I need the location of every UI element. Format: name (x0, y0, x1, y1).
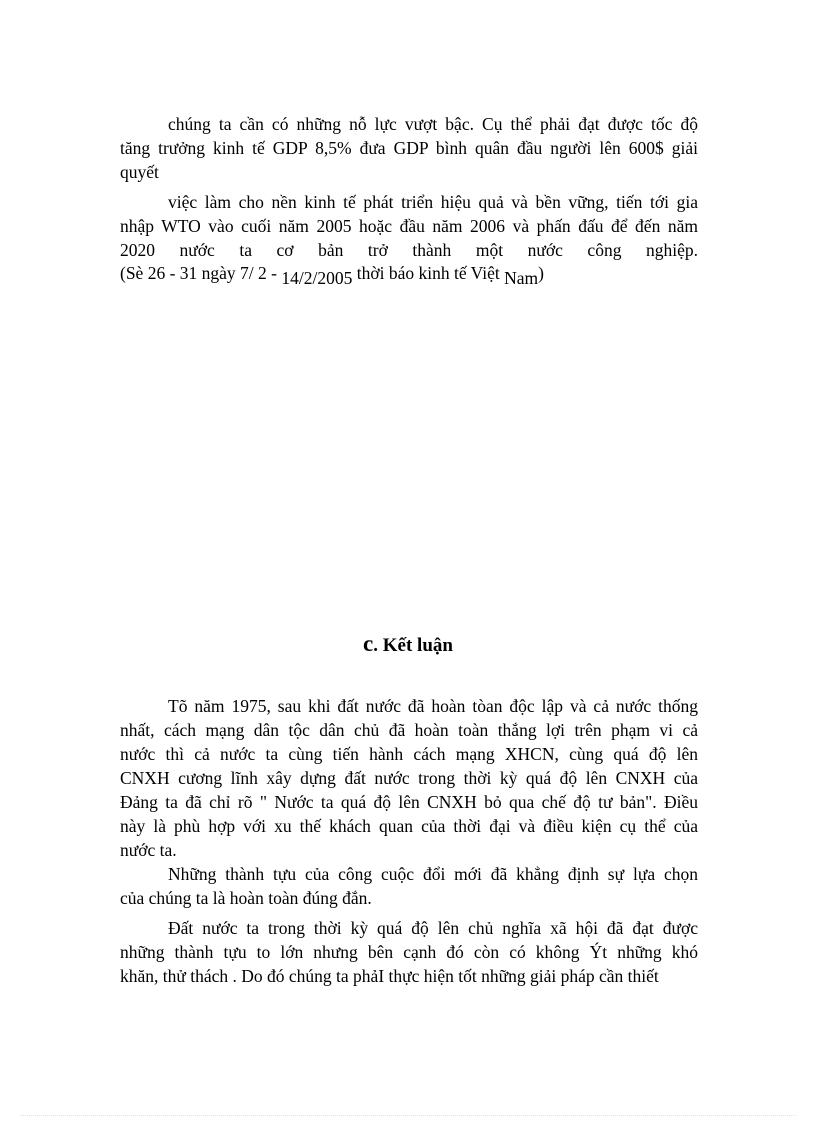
paragraph-line: nhất, cách mạng dân tộc dân chủ đã hoàn toàn thắng lợi trên phạm vi cả (120, 720, 698, 740)
citation-line (120, 261, 698, 288)
paragraph-line: nước thì cả nước ta cùng tiến hành cách mạng XHCN, cùng quá độ lên (120, 744, 698, 764)
paragraph-line: của chúng ta là hoàn toàn đúng đắn. (120, 888, 372, 908)
paragraph-line: quyết (120, 162, 159, 182)
citation-text: (Sè 26 - 31 ngày 7/ 2 - (120, 263, 282, 283)
paragraph-line: Tõ năm 1975, sau khi đất nước đã hoàn tòan độc lập và cả nước thống (168, 696, 698, 716)
paragraph-line: khăn, thử thách . Do đó chúng ta phảI thực hiện tốt những giải pháp cần thiết (120, 966, 659, 986)
paragraph-line: nước ta. (120, 840, 177, 860)
paragraph-line: Đất nước ta trong thời kỳ quá độ lên chủ nghĩa xã hội đã đạt được (168, 918, 698, 938)
paragraph-line: việc làm cho nền kinh tế phát triển hiệu quả và bền vững, tiến tới gia (168, 192, 698, 212)
paragraph-line: Những thành tựu của công cuộc đổi mới đã khẳng định sự lựa chọn (168, 864, 698, 884)
paragraph-line: Đảng ta đã chỉ rõ " Nước ta quá độ lên CNXH bỏ qua chế độ tư bản". Điều (120, 792, 698, 812)
paragraph-line: chúng ta cần có những nỗ lực vượt bậc. Cụ thể phải đạt được tốc độ (168, 114, 698, 134)
citation-text: thời báo kinh tế Việt (352, 263, 505, 283)
paragraph-line: tăng trưởng kinh tế GDP 8,5% đưa GDP bình quân đầu người lên 600$ giải (120, 138, 698, 158)
page-bottom-divider (20, 1115, 796, 1116)
heading-text: . Kết luận (373, 635, 453, 656)
paragraph-line: CNXH cương lĩnh xây dựng đất nước trong thời kỳ quá độ lên CNXH của (120, 768, 698, 788)
paragraph-line: 2020 nước ta cơ bản trở thành một nước công nghiệp. (120, 240, 698, 260)
section-heading (0, 630, 816, 660)
citation-text: ) (538, 263, 544, 283)
paragraph-line: nhập WTO vào cuối năm 2005 hoặc đầu năm 2006 và phấn đấu để đến năm (120, 216, 698, 236)
heading-letter: c (363, 631, 374, 656)
paragraph-line: những thành tựu to lớn nhưng bên cạnh đó còn có không Ýt những khó (120, 942, 698, 962)
citation-date: 14/2/2005 (281, 268, 353, 288)
paragraph-line: này là phù hợp với xu thế khách quan của thời đại và điều kiện cụ thể của (120, 816, 698, 836)
citation-text: Nam (504, 268, 539, 288)
